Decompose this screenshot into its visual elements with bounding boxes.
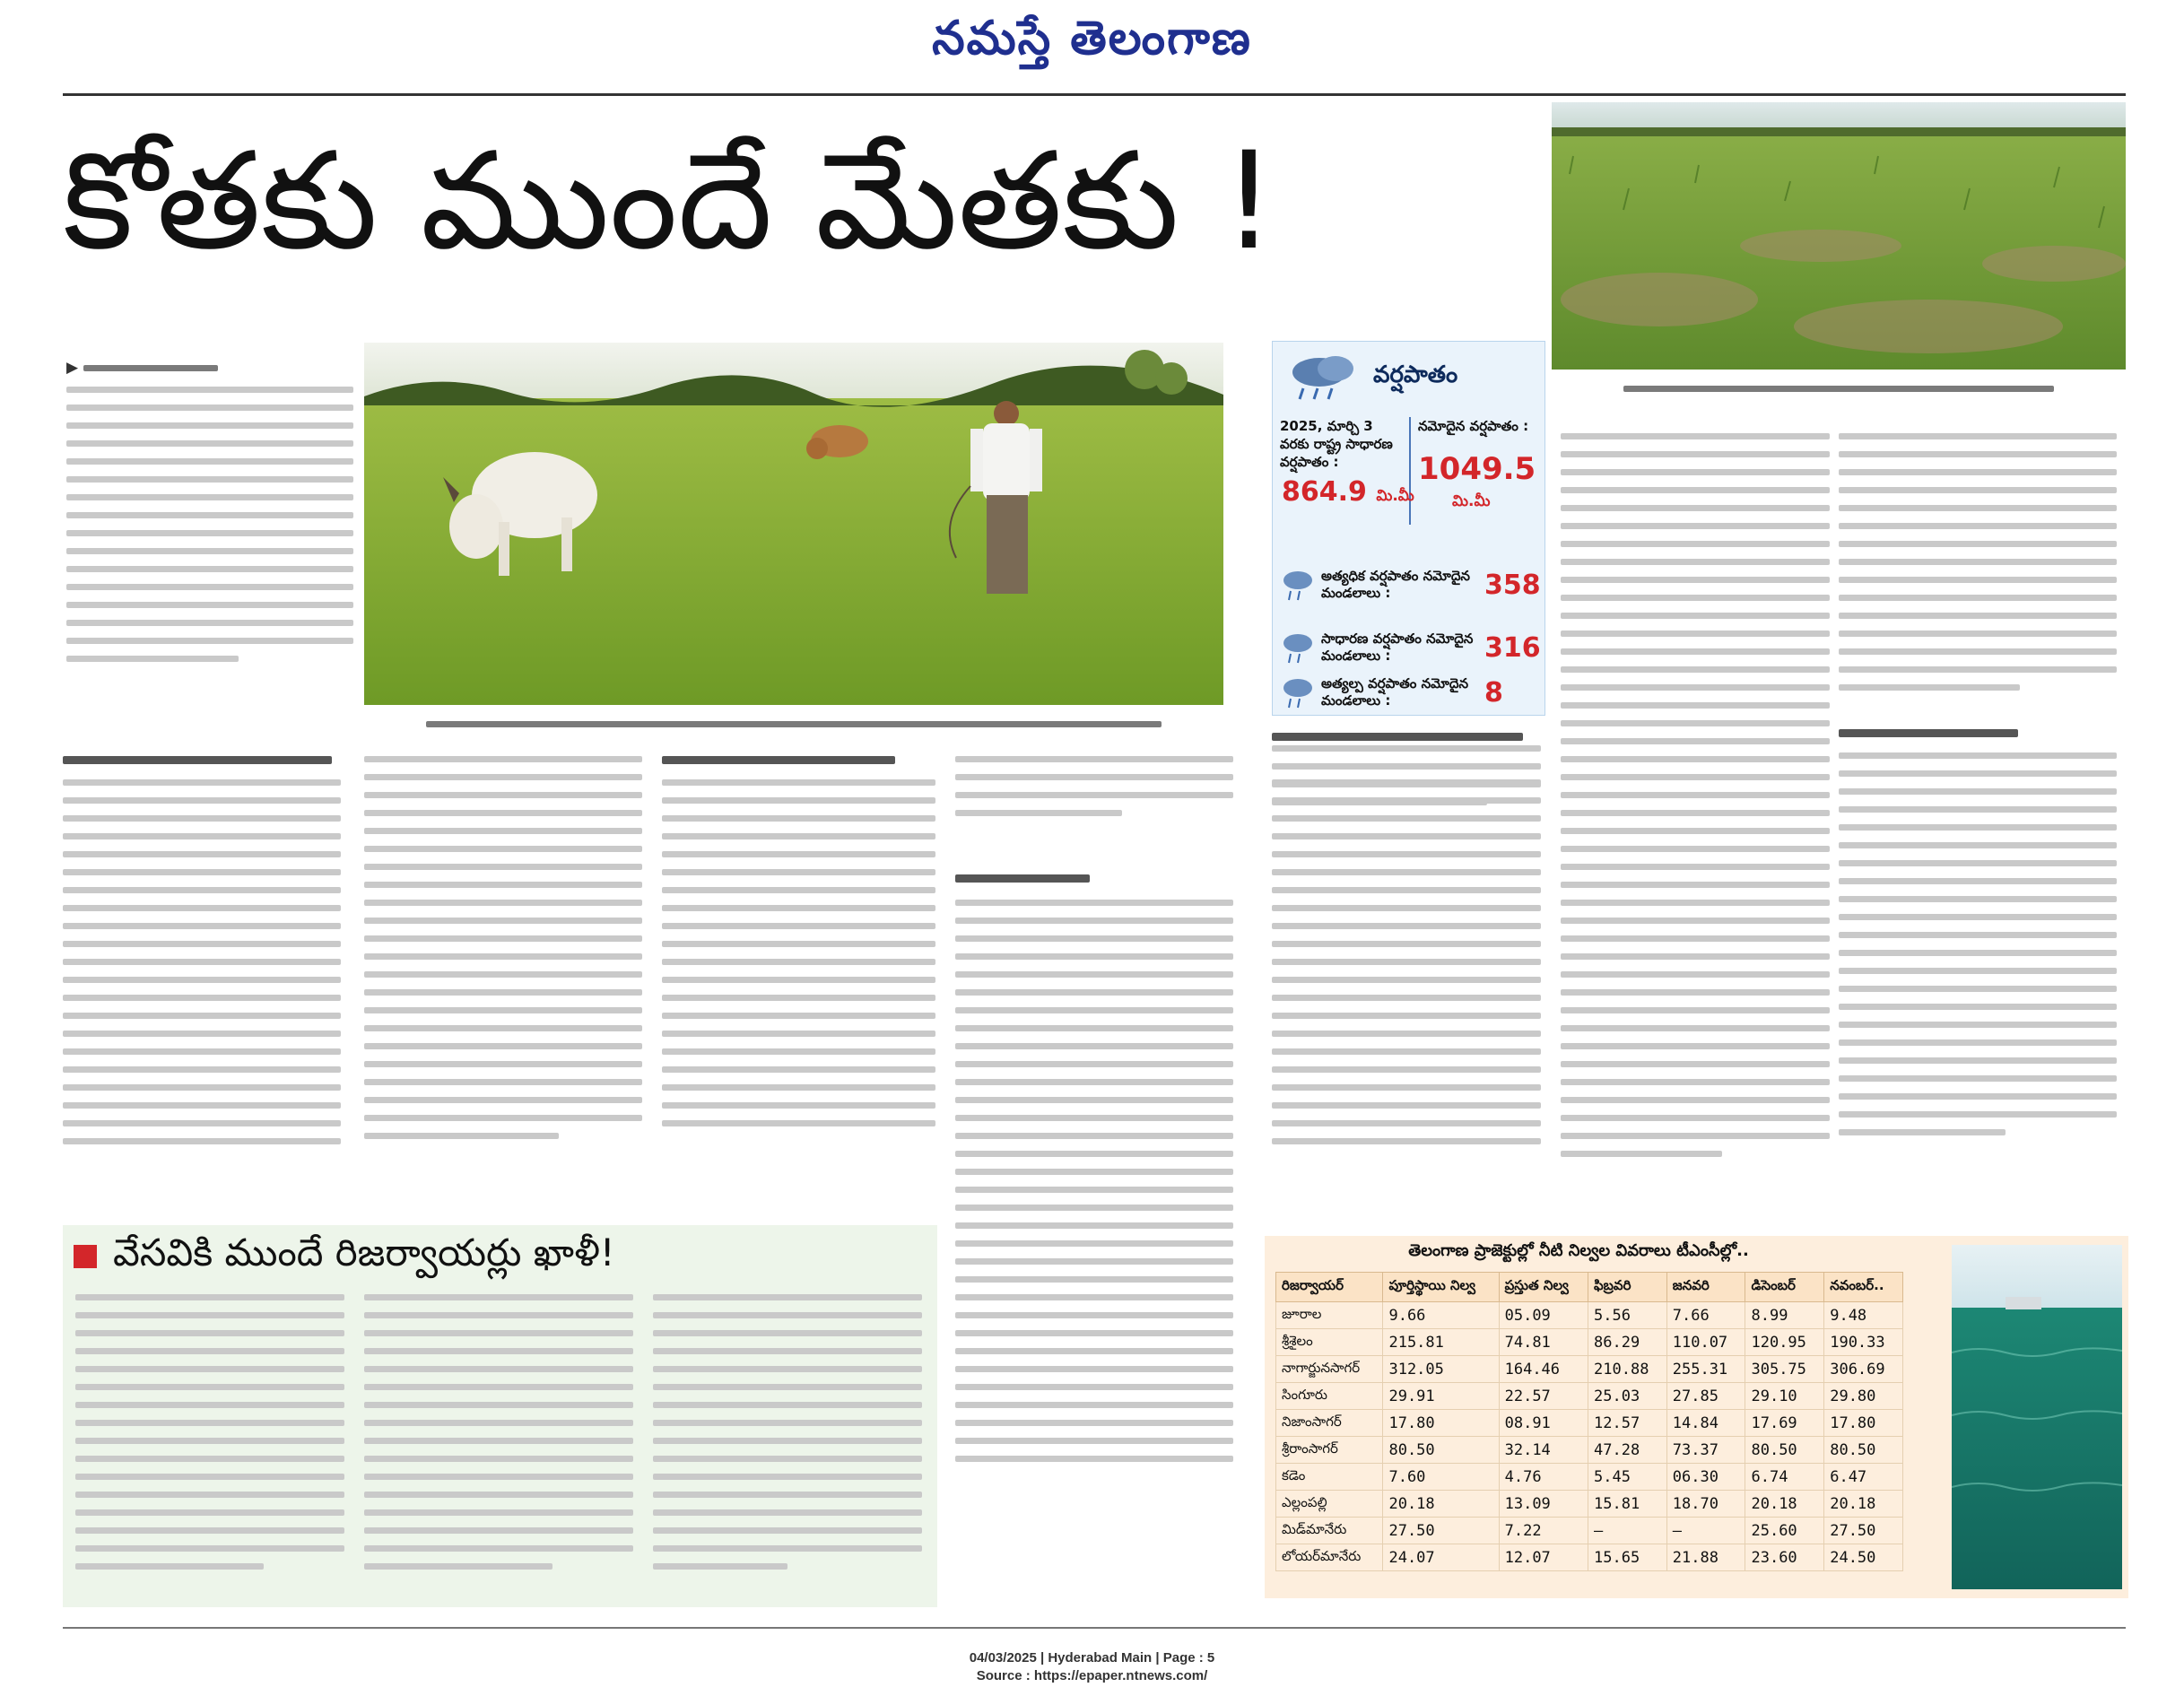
recorded-rainfall-value: 1049.5 <box>1418 451 1536 487</box>
table-row: లోయర్‌మానేరు 24.07 12.07 15.65 21.88 23.60 24.50 <box>1276 1544 1903 1571</box>
table-row: జూరాల 9.66 05.09 5.56 7.66 8.99 9.48 <box>1276 1302 1903 1329</box>
article-body-col1 <box>63 768 341 1144</box>
cloud-icon <box>1280 675 1316 711</box>
rainfall-box <box>1272 341 1545 716</box>
reservoir-table-title: తెలంగాణ ప్రాజెక్టుల్లో నీటి నిల్వల వివరాలు టీఎంసీల్లో.. <box>1408 1241 1749 1260</box>
rainfall-row-label: సాధారణ వర్షపాతం నమోదైన మండలాలు : <box>1321 631 1474 664</box>
table-row: శ్రీశైలం 215.81 74.81 86.29 110.07 120.95 190.33 <box>1276 1329 1903 1356</box>
col-header: డిసెంబర్ <box>1745 1273 1824 1302</box>
masthead-rule <box>63 93 2126 96</box>
subhead-godavari <box>662 752 913 764</box>
red-square-marker <box>74 1245 97 1268</box>
normal-rainfall-value: 864.9 మి.మీ <box>1282 476 1414 508</box>
article-body-col4-top <box>955 744 1233 816</box>
rainfall-row-label: అత్యధిక వర్షపాతం నమోదైన మండలాలు : <box>1321 568 1470 601</box>
col-header: ప్రస్తుత నిల్వ <box>1499 1273 1588 1302</box>
normal-rainfall-label: 2025, మార్చి 3 వరకు రాష్ట్ర సాధారణ వర్షపాతం : <box>1280 418 1393 470</box>
col-header: రిజర్వాయర్ <box>1276 1273 1383 1302</box>
bottom-rule <box>63 1627 2126 1629</box>
footer-date-line: 04/03/2025 | Hyderabad Main | Page : 5 <box>969 1650 1215 1666</box>
lower-story-col1 <box>75 1283 344 1570</box>
rainfall-row-value: 8 <box>1484 677 1503 709</box>
lower-story-col3 <box>653 1283 922 1570</box>
table-header-row <box>1276 1273 1903 1302</box>
farmer-cows-photo <box>364 343 1223 705</box>
recorded-rainfall-unit: మి.మీ <box>1452 492 1491 510</box>
article-body-col7 <box>1839 741 2117 1135</box>
subhead-drought <box>955 870 1153 883</box>
article-body-col2 <box>364 744 642 1139</box>
rainfall-row-value: 316 <box>1484 632 1541 664</box>
chevron-right-icon: ▶ <box>66 359 79 377</box>
table-row: సింగూరు 29.91 22.57 25.03 27.85 29.10 29.80 <box>1276 1383 1903 1410</box>
lower-story-box <box>63 1225 937 1607</box>
article-body-col7-top <box>1839 422 2117 691</box>
article-body-col3 <box>662 768 935 1126</box>
article-body-col4 <box>955 888 1233 1462</box>
table-row: శ్రీరాంసాగర్ 80.50 32.14 47.28 73.37 80.50 80.50 <box>1276 1437 1903 1464</box>
footer-source-line: Source : https://epaper.ntnews.com/ <box>976 1668 1208 1683</box>
cloud-icon <box>1280 631 1316 666</box>
col-header: ఫిబ్రవరి <box>1588 1273 1667 1302</box>
cloud-rain-icon <box>1283 349 1364 403</box>
cloud-icon <box>1280 568 1316 604</box>
rainfall-box-title: వర్షపాతం <box>1373 361 1458 388</box>
lower-story-headline: వేసవికి ముందే రిజర్వాయర్లు ఖాళీ! <box>113 1231 615 1274</box>
recorded-rainfall-label: నమోదైన వర్షపాతం : <box>1418 418 1529 434</box>
table-row: మిడ్‌మానేరు 27.50 7.22 – – 25.60 27.50 <box>1276 1518 1903 1544</box>
article-body-col1-top <box>66 375 353 662</box>
reservoir-water-photo <box>1952 1245 2122 1589</box>
masthead: నమస్తే తెలంగాణ <box>932 11 1252 65</box>
subhead-farmers <box>1839 725 2108 737</box>
reservoir-table <box>1275 1272 1903 1571</box>
article-body-col6 <box>1561 422 1830 1157</box>
main-headline: కోతకు ముందే మేతకు ! <box>63 124 1276 280</box>
subhead-krishna <box>63 752 350 764</box>
center-photo-caption <box>364 716 1223 727</box>
paddy-photo-caption <box>1552 380 2126 392</box>
table-row: నిజాంసాగర్ 17.80 08.91 12.57 14.84 17.69 17.80 <box>1276 1410 1903 1437</box>
table-row: నాగార్జునసాగర్ 312.05 164.46 210.88 255.31 305.75 306.69 <box>1276 1356 1903 1383</box>
col-header: నవంబర్.. <box>1824 1273 1903 1302</box>
kicker-left <box>66 359 353 377</box>
lower-story-col2 <box>364 1283 633 1570</box>
article-body-col5 <box>1272 768 1541 1144</box>
paddy-field-photo <box>1552 102 2126 370</box>
rainfall-row-value: 358 <box>1484 570 1541 601</box>
col-header: పూర్తిస్థాయి నిల్వ <box>1383 1273 1499 1302</box>
rainfall-row-label: అత్యల్ప వర్షపాతం నమోదైన మండలాలు : <box>1321 675 1468 709</box>
table-row: ఎల్లంపల్లి 20.18 13.09 15.81 18.70 20.18 20.18 <box>1276 1491 1903 1518</box>
reservoir-table-box <box>1265 1236 2128 1598</box>
table-row: కడెం 7.60 4.76 5.45 06.30 6.74 6.47 <box>1276 1464 1903 1491</box>
col-header: జనవరి <box>1666 1273 1745 1302</box>
